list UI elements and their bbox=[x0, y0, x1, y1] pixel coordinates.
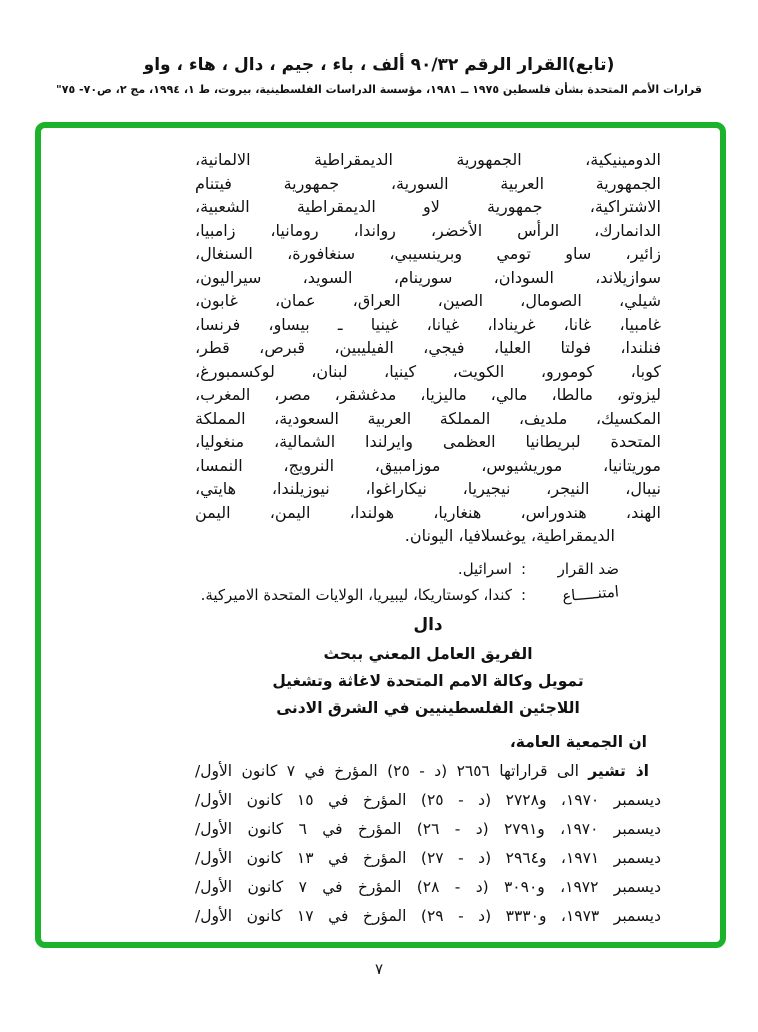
recall-line: ديسمبر ١٩٧٠، و٢٧٩١ (د - ٢٦) المؤرخ في ٦ كانون الأول/ bbox=[195, 819, 662, 838]
recall-line: ديسمبر ١٩٧٢، و٣٠٩٠ (د - ٢٨) المؤرخ في ٧ كانون الأول/ bbox=[195, 877, 662, 896]
recall-line: ديسمبر ١٩٧١، و٢٩٦٤ (د - ٢٧) المؤرخ في ١٣ كانون الأول/ bbox=[195, 848, 661, 867]
country-list-line: الهند، هندوراس، هنغاريا، هولندا، اليمن، اليمن bbox=[195, 502, 661, 522]
country-list-line: المكسيك، ملديف، المملكة العربية السعودية، المملكة bbox=[195, 408, 661, 428]
country-list-line: المتحدة لبريطانيا العظمى وايرلندا الشمالية، منغوليا، bbox=[195, 432, 661, 451]
against-row bbox=[195, 558, 619, 581]
country-list-line: الدانمارك، الرأس الأخضر، رواندا، رومانيا، زامبيا، bbox=[195, 220, 661, 240]
country-list-line: الدومينيكية، الجمهورية الديمقراطية الالمانية، bbox=[195, 150, 661, 169]
against-value: اسرائيل. bbox=[457, 559, 512, 578]
recall-first-line bbox=[195, 757, 661, 786]
country-list-line: موريتانيا، موريشيوس، موزامبيق، النرويج، النمسا، bbox=[195, 455, 661, 475]
country-list-line: زائير، ساو تومي وبرينسيبي، سنغافورة، السنغال، bbox=[195, 244, 661, 263]
working-group-title-line: اللاجئين الفلسطينيين في الشرق الادنى bbox=[276, 698, 580, 717]
recalled-resolutions bbox=[195, 757, 661, 931]
abstain-row bbox=[195, 581, 620, 607]
document-header bbox=[0, 55, 758, 96]
country-list-line: الجمهورية العربية السورية، جمهورية فيتنام bbox=[195, 173, 661, 193]
country-list-line: شيلي، الصومال، الصين، العراق، عمان، غابون، bbox=[195, 291, 661, 310]
page-content bbox=[195, 148, 661, 931]
in-favor-country-list bbox=[195, 148, 661, 524]
recall-line: ديسمبر ١٩٧٠، و٢٧٢٨ (د - ٢٥) المؤرخ في ١٥ كانون الأول/ bbox=[195, 790, 661, 809]
recall-first-rest: الى قراراتها ٢٦٥٦ (د - ٢٥) المؤرخ في ٧ كانون الأول/ bbox=[195, 761, 589, 780]
country-list-line: الاشتراكية، جمهورية لاو الديمقراطية الشعبية، bbox=[195, 197, 661, 216]
country-list-line: ليزوتو، مالطا، مالي، ماليزيا، مدغشقر، مصر، المغرب، bbox=[195, 385, 661, 404]
country-list-line: كوبا، كومورو، الكويت، كينيا، لبنان، لوكسمبورغ، bbox=[195, 361, 661, 381]
country-list-line: نيبال، النيجر، نيجيريا، نيكاراغوا، نيوزيلندا، هايتي، bbox=[195, 479, 661, 498]
recall-continuation bbox=[195, 786, 661, 931]
general-assembly-line: ان الجمعية العامة، bbox=[509, 732, 647, 751]
source-citation: قرارات الأمم المتحدة بشأن فلسطين ١٩٧٥ ــ ١٩٨١، مؤسسة الدراسات الفلسطينية، بيروت، ط ١، ١٩٩٤، مج ٢، ص٧٠- ٧٥" bbox=[56, 83, 702, 96]
against-colon: : bbox=[520, 559, 526, 578]
recall-lead: اذ تشير bbox=[588, 761, 649, 780]
resolution-title: (تابع)القرار الرقم ٩٠/٣٢ ألف ، باء ، جيم ، دال ، هاء ، واو bbox=[143, 55, 615, 75]
country-list-last-line: الديمقراطية، يوغسلافيا، اليونان. bbox=[404, 526, 615, 545]
working-group-title-line: الفريق العامل المعني ببحث bbox=[323, 644, 533, 663]
against-label: ضد القرار bbox=[557, 559, 619, 578]
working-group-title-line: تمويل وكالة الامم المتحدة لاغاثة وتشغيل bbox=[272, 671, 584, 690]
country-list-line: فنلندا، فولتا العليا، فيجي، الفيليبين، قبرص، قطر، bbox=[195, 338, 661, 357]
country-list-line: سوازيلاند، السودان، سورينام، السويد، سيراليون، bbox=[195, 267, 661, 287]
abstain-value: كندا، كوستاريكا، ليبيريا، الولايات المتحدة الاميركية. bbox=[200, 585, 512, 604]
working-group-title bbox=[195, 641, 661, 722]
abstain-colon: : bbox=[520, 585, 526, 604]
highlight-box bbox=[35, 122, 726, 948]
country-list-line: غامبيا، غانا، غرينادا، غيانا، غينيا ـ بيساو، فرنسا، bbox=[195, 314, 661, 334]
section-d-heading: دال bbox=[413, 614, 443, 635]
abstain-label: امتنـــــاع bbox=[561, 581, 620, 605]
page-number: ٧ bbox=[374, 960, 384, 978]
recall-line: ديسمبر ١٩٧٣، و٣٣٣٠ (د - ٢٩) المؤرخ في ١٧ كانون الأول/ bbox=[195, 906, 661, 925]
